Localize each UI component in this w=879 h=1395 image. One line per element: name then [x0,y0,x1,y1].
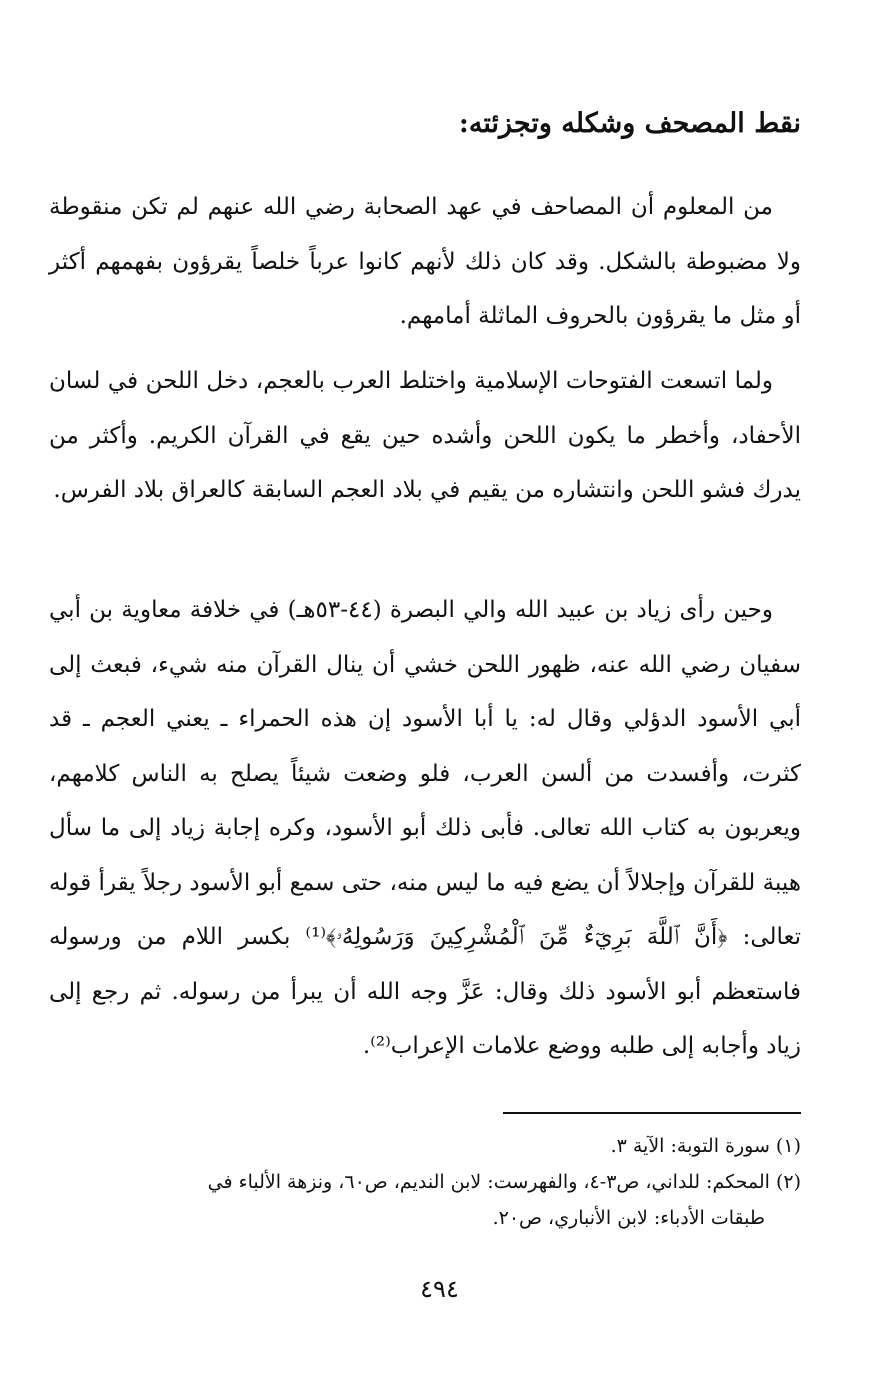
footnote-2 [49,1164,801,1236]
paragraph-1-text: من المعلوم أن المصاحف في عهد الصحابة رضي الله عنهم لم تكن منقوطة ولا مضبوطة بالشكل. وقد كان ذلك لأنهم كانوا عرباً خلصاً يقرؤون بفهمهم أكثر أو مثل ما يقرؤون بالحروف الماثلة أمامهم. [49,194,801,329]
paragraph-3-text: وحين رأى زياد بن عبيد الله والي البصرة (٤٤-٥٣هـ) في خلافة معاوية بن أبي سفيان رضي الله عنه، ظهور اللحن خشي أن ينال القرآن منه شيء، فبعث إلى أبي الأسود الدؤلي وقال له: يا أبا الأسود إن هذه الحمراء ـ يعني العجم ـ قد كثرت، وأفسدت من ألسن العرب، فلو وضعت شيئاً يصلح به الناس كلامهم، ويعربون به كتاب الله تعالى. فأبى ذلك أبو الأسود، وكره إجابة زياد إلى ما سأل هيبة للقرآن وإجلالاً أن يضع فيه ما ليس منه، حتى سمع أبو الأسود رجلاً يقرأ قوله تعالى: ﴿أَنَّ ٱللَّهَ بَرِيٓءٌ مِّنَ ٱلْمُشْرِكِينَ وَرَسُولِهُۥ﴾⁽¹⁾ بكسر اللام من ورسوله فاستعظم أبو الأسود ذلك وقال: عَزَّ وجه الله أن يبرأ من رسوله. ثم رجع إلى زياد وأجابه إلى طلبه ووضع علامات الإعراب⁽²⁾. [49,597,801,1059]
paragraph-3 [49,583,801,1074]
paragraph-1 [49,180,801,344]
page-number: ٤٩٤ [420,1275,459,1303]
footnote-1 [49,1128,801,1164]
section-heading: نقط المصحف وشكله وتجزئته: [458,108,801,139]
footnote-1-text: (١) سورة التوبة: الآية ٣. [610,1135,801,1157]
footnotes-list [49,1128,801,1236]
paragraph-2-text: ولما اتسعت الفتوحات الإسلامية واختلط العرب بالعجم، دخل اللحن في لسان الأحفاد، وأخطر ما يكون اللحن وأشده حين يقع في القرآن الكريم. وأكثر من يدرك فشو اللحن وانتشاره من يقيم في بلاد العجم السابقة كالعراق بلاد الفرس. [49,368,801,503]
paragraph-2 [49,354,801,518]
footnote-2-text: (٢) المحكم: للداني، ص٣-٤، والفهرست: لابن النديم، ص٦٠، ونزهة الألباء في [207,1171,801,1193]
footnote-divider [503,1112,801,1114]
footnote-2-continuation: طبقات الأدباء: لابن الأنباري، ص٢٠. [492,1207,765,1229]
